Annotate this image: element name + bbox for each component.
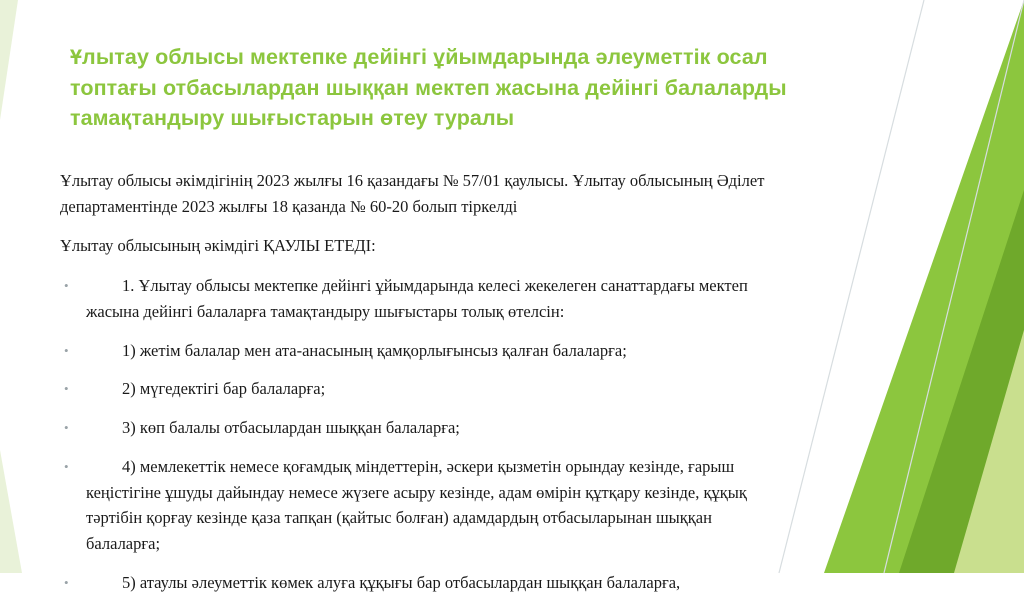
list-item-text: 1. Ұлытау облысы мектепке дейінгі ұйымдарында келесі жекелеген санаттардағы мектеп жасына дейінгі балаларға тамақтандыру шығыстары толық өтелсін: — [86, 276, 748, 321]
list-item-text: 1) жетім балалар мен ата-анасының қамқорлығынсыз қалған балаларға; — [122, 340, 627, 360]
list-item-text: 2) мүгедектігі бар балаларға; — [122, 379, 326, 399]
list-item — [60, 454, 790, 557]
bullet-icon: • — [64, 278, 69, 294]
decorative-corner-graphic-left — [0, 0, 40, 573]
bullet-icon: • — [64, 574, 69, 590]
bullet-icon: • — [64, 381, 69, 397]
bullet-icon: • — [64, 342, 69, 358]
list-item-text: 3) көп балалы отбасылардан шыққан балаларға; — [122, 418, 460, 438]
bullet-icon: • — [64, 420, 69, 436]
list-item — [60, 376, 790, 402]
bullet-icon: • — [64, 458, 69, 474]
list-item-text: 4) мемлекеттік немесе қоғамдық міндеттерін, әскери қызметін орындау кезінде, ғарыш кеңістігіне ұшуды дайындау немесе жүзеге асыру кезінде, адам өмірін құтқару кезінде, құқық тәртібін қорғау кезінде қаза тапқан (қайтыс болған) адамдардың отбасыларынан шыққан балаларға; — [86, 456, 747, 554]
list-item — [60, 273, 790, 324]
body-paragraph: Ұлытау облысы әкімдігінің 2023 жылғы 16 қазандағы № 57/01 қаулысы. Ұлытау облысының Әділет департаментінде 2023 жылғы 18 қазанда № 60-20 болып тіркелді — [60, 171, 765, 216]
list-item — [60, 570, 790, 596]
list-item — [60, 338, 790, 364]
list-item-text: 5) атаулы әлеуметтік көмек алуға құқығы бар отбасылардан шыққан балаларға, — [122, 572, 681, 592]
body-paragraph: Ұлытау облысының әкімдігі ҚАУЛЫ ЕТЕДІ: — [60, 236, 376, 256]
list-item — [60, 415, 790, 441]
slide-title: Ұлытау облысы мектепке дейінгі ұйымдарында әлеуметтік осал топтағы отбасылардан шыққан мектеп жасына дейінгі балаларды тамақтандыру шығыстарын өтеу туралы — [70, 45, 787, 131]
slide-body — [60, 168, 790, 609]
